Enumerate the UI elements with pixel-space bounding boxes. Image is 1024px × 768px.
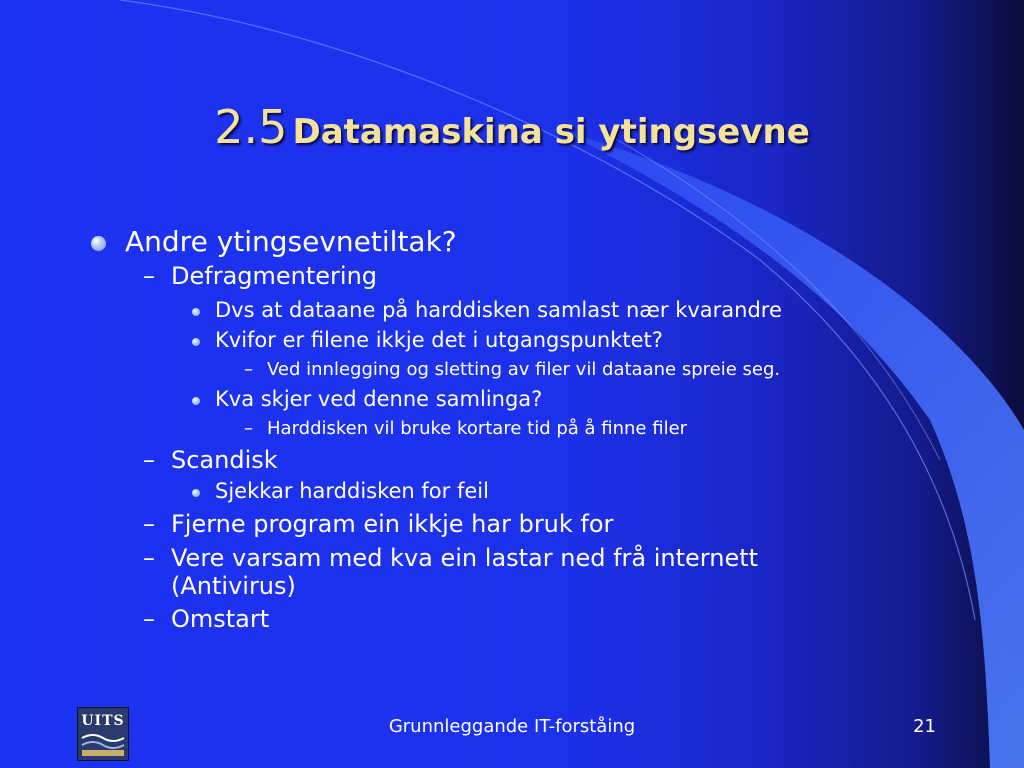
bullet-text: Ved innlegging og sletting av filer vil dataane spreie seg. (267, 359, 781, 380)
bullet-text: Kvifor er filene ikkje det i utgangspunktet? (215, 328, 663, 352)
dash-icon: – (143, 544, 155, 572)
bullet-text: Defragmentering (171, 262, 378, 290)
bullet-text: Vere varsam med kva ein lastar ned frå internett (171, 544, 759, 572)
bullet-text-continued: (Antivirus) (171, 572, 296, 600)
bullet-icon (192, 397, 200, 405)
page-number: 21 (913, 716, 936, 737)
bullet-icon (192, 338, 200, 346)
bullet-icon (192, 489, 200, 497)
bullet-text: Omstart (171, 605, 270, 633)
dash-icon: – (143, 446, 155, 474)
bullet-text: Sjekkar harddisken for feil (215, 479, 489, 503)
bullet-text: Harddisken vil bruke kortare tid på å finne filer (267, 418, 688, 439)
bullet-text: Scandisk (171, 446, 278, 474)
dash-icon: – (143, 510, 155, 538)
bullet-text: Dvs at dataane på harddisken samlast nær kvarandre (215, 298, 782, 322)
slide-title (0, 100, 1024, 154)
footer-text: Grunnleggande IT-forståing (388, 716, 636, 737)
bullet-text: Andre ytingsevnetiltak? (125, 225, 457, 258)
title-text: Datamaskina si ytingsevne (292, 112, 810, 152)
bullet-icon (192, 308, 200, 316)
title-number: 2.5 (214, 100, 288, 154)
bullet-text: Kva skjer ved denne samlinga? (215, 387, 543, 411)
dash-icon: – (143, 262, 155, 290)
logo-text: UITS (81, 713, 125, 729)
dash-icon: – (244, 359, 253, 380)
bullet-text: Fjerne program ein ikkje har bruk for (171, 510, 614, 538)
dash-icon: – (244, 418, 253, 439)
dash-icon: – (143, 605, 155, 633)
bullet-icon (91, 236, 106, 251)
